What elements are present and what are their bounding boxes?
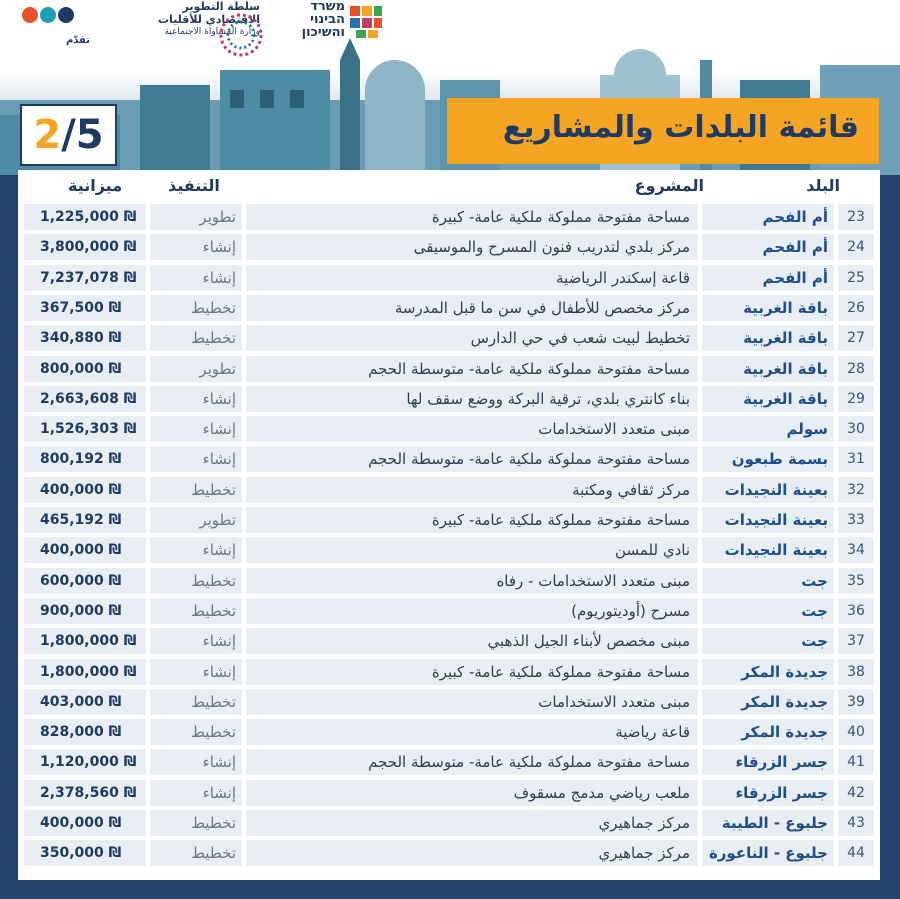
table-row <box>18 234 880 260</box>
cell-budget: 367,500 ₪ <box>24 295 146 321</box>
cell-project: مركز ثقافي ومكتبة <box>246 477 698 503</box>
cell-num: 28 <box>838 356 874 382</box>
cell-project: مساحة مفتوحة مملوكة ملكية عامة- كبيرة <box>246 204 698 230</box>
table-row <box>18 295 880 321</box>
table-row <box>18 386 880 412</box>
cell-town: أم الفحم <box>702 265 834 291</box>
cell-num: 33 <box>838 507 874 533</box>
cell-budget: 828,000 ₪ <box>24 719 146 745</box>
cell-status: إنشاء <box>150 780 242 806</box>
cell-town: جت <box>702 568 834 594</box>
cell-status: تطوير <box>150 204 242 230</box>
cell-town: أم الفحم <box>702 204 834 230</box>
cell-budget: 400,000 ₪ <box>24 537 146 563</box>
housing-ministry-logo <box>280 0 390 50</box>
cell-status: تخطيط <box>150 295 242 321</box>
cell-project: مركز مخصص للأطفال في سن ما قبل المدرسة <box>246 295 698 321</box>
column-header-status: التنفيذ <box>168 176 220 195</box>
table-row <box>18 537 880 563</box>
cell-budget: 403,000 ₪ <box>24 689 146 715</box>
takadom-logo-text: تقدّم <box>65 35 90 46</box>
cell-town: بعينة النجيدات <box>702 477 834 503</box>
table-row <box>18 628 880 654</box>
cell-num: 27 <box>838 325 874 351</box>
cell-project: مسرح (أوديتوريوم) <box>246 598 698 624</box>
cell-project: ملعب رياضي مدمج مسقوف <box>246 780 698 806</box>
housing-ministry-text: משרד הבינוי והשיכון <box>301 0 345 40</box>
cell-town: أم الفحم <box>702 234 834 260</box>
cell-project: قاعة إسكندر الرياضية <box>246 265 698 291</box>
cell-status: تخطيط <box>150 325 242 351</box>
cell-project: مساحة مفتوحة مملوكة ملكية عامة- كبيرة <box>246 507 698 533</box>
cell-project: مركز جماهيري <box>246 810 698 836</box>
cell-num: 44 <box>838 840 874 866</box>
cell-budget: 2,663,608 ₪ <box>24 386 146 412</box>
cell-project: مبنى متعدد الاستخدامات - رفاه <box>246 568 698 594</box>
table-row <box>18 507 880 533</box>
cell-num: 25 <box>838 265 874 291</box>
cell-project: مبنى متعدد الاستخدامات <box>246 689 698 715</box>
cell-num: 35 <box>838 568 874 594</box>
cell-project: مبنى متعدد الاستخدامات <box>246 416 698 442</box>
cell-budget: 1,526,303 ₪ <box>24 416 146 442</box>
title-banner <box>447 98 879 164</box>
cell-project: نادي للمسن <box>246 537 698 563</box>
cell-project: مركز جماهيري <box>246 840 698 866</box>
cell-num: 40 <box>838 719 874 745</box>
cell-num: 41 <box>838 749 874 775</box>
cell-num: 30 <box>838 416 874 442</box>
cell-num: 26 <box>838 295 874 321</box>
page-current: 2 <box>33 112 62 158</box>
cell-budget: 1,800,000 ₪ <box>24 628 146 654</box>
cell-project: تخطيط لبيت شعب في حي الدارس <box>246 325 698 351</box>
cell-status: تخطيط <box>150 810 242 836</box>
cell-town: جديدة المكر <box>702 659 834 685</box>
cell-project: مساحة مفتوحة مملوكة ملكية عامة- متوسطة الحجم <box>246 446 698 472</box>
table-row <box>18 416 880 442</box>
cell-status: إنشاء <box>150 234 242 260</box>
cell-town: باقة الغربية <box>702 325 834 351</box>
takadom-logo-icon <box>20 0 80 30</box>
cell-town: جديدة المكر <box>702 689 834 715</box>
cell-num: 37 <box>838 628 874 654</box>
authority-line-1: سلطة التطوير <box>182 0 260 13</box>
table-row <box>18 659 880 685</box>
cell-budget: 340,880 ₪ <box>24 325 146 351</box>
cell-budget: 1,120,000 ₪ <box>24 749 146 775</box>
cell-num: 42 <box>838 780 874 806</box>
cell-num: 29 <box>838 386 874 412</box>
table-row <box>18 780 880 806</box>
cell-town: بعينة النجيدات <box>702 537 834 563</box>
cell-town: جت <box>702 628 834 654</box>
cell-status: تطوير <box>150 507 242 533</box>
cell-project: بناء كانتري بلدي، ترقية البركة ووضع سقف لها <box>246 386 698 412</box>
cell-budget: 3,800,000 ₪ <box>24 234 146 260</box>
cell-status: تخطيط <box>150 840 242 866</box>
table-row <box>18 749 880 775</box>
cell-num: 32 <box>838 477 874 503</box>
cell-project: مركز بلدي لتدريب فنون المسرح والموسيقى <box>246 234 698 260</box>
cell-budget: 1,800,000 ₪ <box>24 659 146 685</box>
housing-ministry-emblem-icon <box>346 2 386 42</box>
cell-budget: 7,237,078 ₪ <box>24 265 146 291</box>
cell-town: جت <box>702 598 834 624</box>
cell-status: إنشاء <box>150 749 242 775</box>
cell-status: تخطيط <box>150 689 242 715</box>
column-header-project: المشروع <box>634 176 704 195</box>
takadom-logo <box>20 0 90 50</box>
authority-line-2: الاقتصادي للأقليات <box>157 13 260 26</box>
cell-project: مساحة مفتوحة مملوكة ملكية عامة- متوسطة الحجم <box>246 749 698 775</box>
cell-budget: 2,378,560 ₪ <box>24 780 146 806</box>
cell-num: 34 <box>838 537 874 563</box>
cell-project: مبنى مخصص لأبناء الجيل الذهبي <box>246 628 698 654</box>
cell-town: جلبوع - الطيبة <box>702 810 834 836</box>
cell-num: 24 <box>838 234 874 260</box>
cell-budget: 465,192 ₪ <box>24 507 146 533</box>
equality-ministry-emblem-icon <box>218 12 264 58</box>
table-row <box>18 477 880 503</box>
cell-num: 36 <box>838 598 874 624</box>
cell-budget: 800,000 ₪ <box>24 356 146 382</box>
cell-town: باقة الغربية <box>702 356 834 382</box>
cell-town: بسمة طبعون <box>702 446 834 472</box>
cell-town: باقة الغربية <box>702 386 834 412</box>
cell-num: 39 <box>838 689 874 715</box>
page-total: /5 <box>61 112 104 158</box>
table-row <box>18 446 880 472</box>
projects-table <box>18 170 880 880</box>
page-indicator <box>20 104 117 166</box>
cell-project: قاعة رياضية <box>246 719 698 745</box>
table-row <box>18 598 880 624</box>
table-row <box>18 689 880 715</box>
cell-town: بعينة النجيدات <box>702 507 834 533</box>
cell-status: إنشاء <box>150 416 242 442</box>
column-header-budget: ميزانية <box>68 176 123 195</box>
table-row <box>18 325 880 351</box>
cell-status: تخطيط <box>150 598 242 624</box>
cell-town: جسر الزرقاء <box>702 780 834 806</box>
cell-status: إنشاء <box>150 386 242 412</box>
cell-status: إنشاء <box>150 659 242 685</box>
cell-num: 38 <box>838 659 874 685</box>
cell-town: جديدة المكر <box>702 719 834 745</box>
cell-budget: 600,000 ₪ <box>24 568 146 594</box>
authority-line-3: وزارة المساواة الاجتماعية <box>164 27 260 37</box>
cell-budget: 1,225,000 ₪ <box>24 204 146 230</box>
cell-status: إنشاء <box>150 446 242 472</box>
cell-status: إنشاء <box>150 265 242 291</box>
cell-town: سولم <box>702 416 834 442</box>
table-row <box>18 265 880 291</box>
page-title: قائمة البلدات والمشاريع <box>502 110 859 145</box>
cell-status: تخطيط <box>150 719 242 745</box>
cell-num: 43 <box>838 810 874 836</box>
cell-num: 31 <box>838 446 874 472</box>
cell-status: تطوير <box>150 356 242 382</box>
table-row <box>18 568 880 594</box>
cell-status: إنشاء <box>150 628 242 654</box>
cell-budget: 400,000 ₪ <box>24 477 146 503</box>
cell-status: تخطيط <box>150 477 242 503</box>
cell-budget: 400,000 ₪ <box>24 810 146 836</box>
cell-num: 23 <box>838 204 874 230</box>
cell-budget: 800,192 ₪ <box>24 446 146 472</box>
table-row <box>18 356 880 382</box>
cell-project: مساحة مفتوحة مملوكة ملكية عامة- متوسطة الحجم <box>246 356 698 382</box>
cell-budget: 350,000 ₪ <box>24 840 146 866</box>
table-row <box>18 840 880 866</box>
cell-town: باقة الغربية <box>702 295 834 321</box>
cell-status: تخطيط <box>150 568 242 594</box>
cell-town: جسر الزرقاء <box>702 749 834 775</box>
cell-project: مساحة مفتوحة مملوكة ملكية عامة- كبيرة <box>246 659 698 685</box>
cell-town: جلبوع - الناعورة <box>702 840 834 866</box>
cell-status: إنشاء <box>150 537 242 563</box>
column-header-town: البلد <box>806 176 840 195</box>
table-row <box>18 810 880 836</box>
table-row <box>18 204 880 230</box>
cell-budget: 900,000 ₪ <box>24 598 146 624</box>
table-row <box>18 719 880 745</box>
